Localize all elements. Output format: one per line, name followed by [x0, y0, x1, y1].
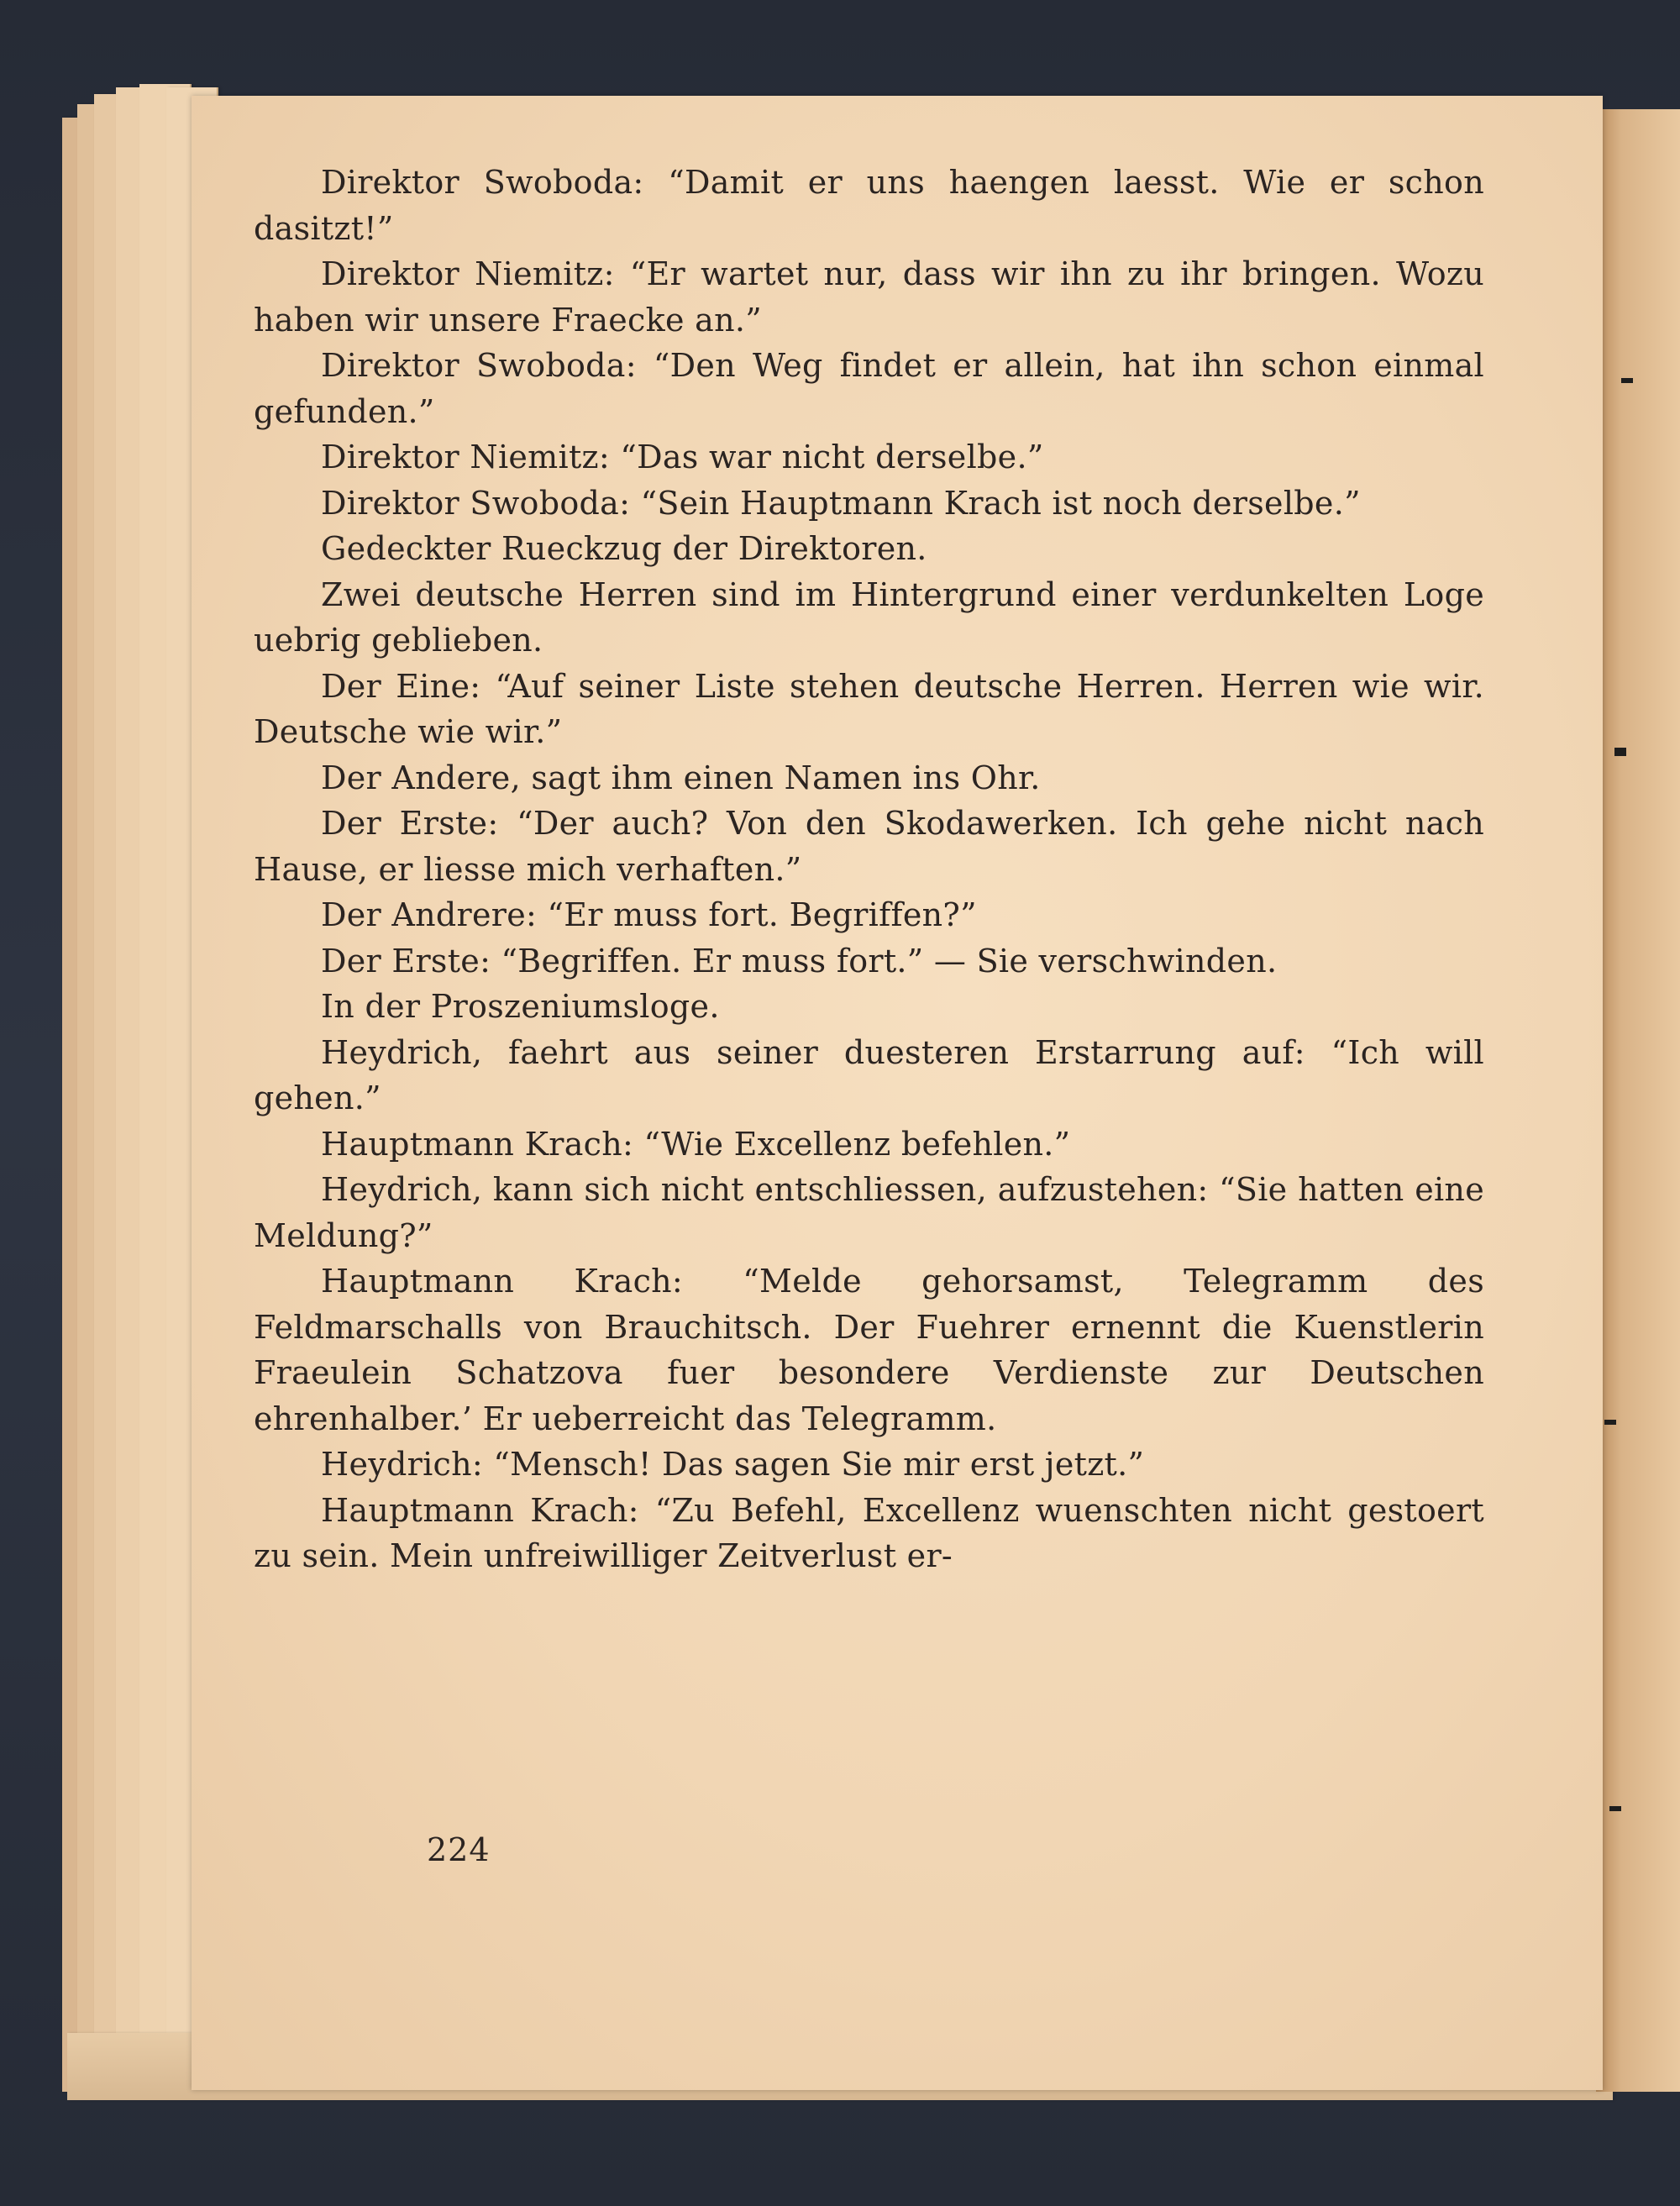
- paragraph: Hauptmann Krach: “Zu Befehl, Excellenz wuenschten nicht gestoert zu sein. Mein unfreiwilliger Zeitverlust er-: [254, 1491, 1484, 1574]
- binding-mark: [1621, 378, 1633, 383]
- binding-mark: [1604, 1420, 1616, 1425]
- paragraph: In der Proszeniumsloge.: [321, 988, 720, 1025]
- paragraph: Direktor Swoboda: “Damit er uns haengen laesst. Wie er schon dasitzt!”: [254, 164, 1484, 247]
- page-body-text: [254, 160, 1484, 1579]
- paragraph: Direktor Niemitz: “Er wartet nur, dass wir ihn zu ihr bringen. Wozu haben wir unsere Fraecke an.”: [254, 255, 1484, 339]
- binding-mark: [1614, 748, 1626, 756]
- paragraph: Der Erste: “Der auch? Von den Skodawerken. Ich gehe nicht nach Hause, er liesse mich verhaften.”: [254, 805, 1484, 888]
- paragraph: Direktor Swoboda: “Sein Hauptmann Krach ist noch derselbe.”: [321, 484, 1361, 522]
- paragraph: Hauptmann Krach: “Wie Excellenz befehlen.”: [321, 1125, 1071, 1163]
- binding-mark: [1609, 1806, 1621, 1811]
- paragraph: Der Eine: “Auf seiner Liste stehen deutsche Herren. Herren wie wir. Deutsche wie wir.”: [254, 667, 1484, 750]
- paragraph: Hauptmann Krach: “Melde gehorsamst, Telegramm des Feldmarschalls von Brauchitsch. Der Fuehrer ernennt die Kuenstlerin Fraeulein Schatzova fuer besondere Verdienste zur Deutschen ehrenhalber.’ Er ueberreicht das Telegramm.: [254, 1263, 1484, 1437]
- paragraph: Der Andrere: “Er muss fort. Begriffen?”: [321, 896, 977, 933]
- paragraph: Direktor Niemitz: “Das war nicht derselbe.”: [321, 439, 1044, 475]
- paragraph: Zwei deutsche Herren sind im Hintergrund einer verdunkelten Loge uebrig geblieben.: [254, 575, 1484, 659]
- facing-page-edge: [1596, 109, 1680, 2092]
- paragraph: Gedeckter Rueckzug der Direktoren.: [321, 530, 927, 567]
- paragraph: Heydrich, faehrt aus seiner duesteren Erstarrung auf: “Ich will gehen.”: [254, 1033, 1484, 1116]
- paragraph: Direktor Swoboda: “Den Weg findet er allein, hat ihn schon einmal gefunden.”: [254, 347, 1484, 430]
- paragraph: Heydrich: “Mensch! Das sagen Sie mir erst jetzt.”: [321, 1446, 1145, 1483]
- paragraph: Der Andere, sagt ihm einen Namen ins Ohr.: [321, 759, 1041, 796]
- paragraph: Heydrich, kann sich nicht entschliessen, aufzustehen: “Sie hatten eine Meldung?”: [254, 1171, 1484, 1254]
- paragraph: Der Erste: “Begriffen. Er muss fort.” — Sie verschwinden.: [321, 942, 1278, 980]
- page-number: 224: [427, 1831, 491, 1868]
